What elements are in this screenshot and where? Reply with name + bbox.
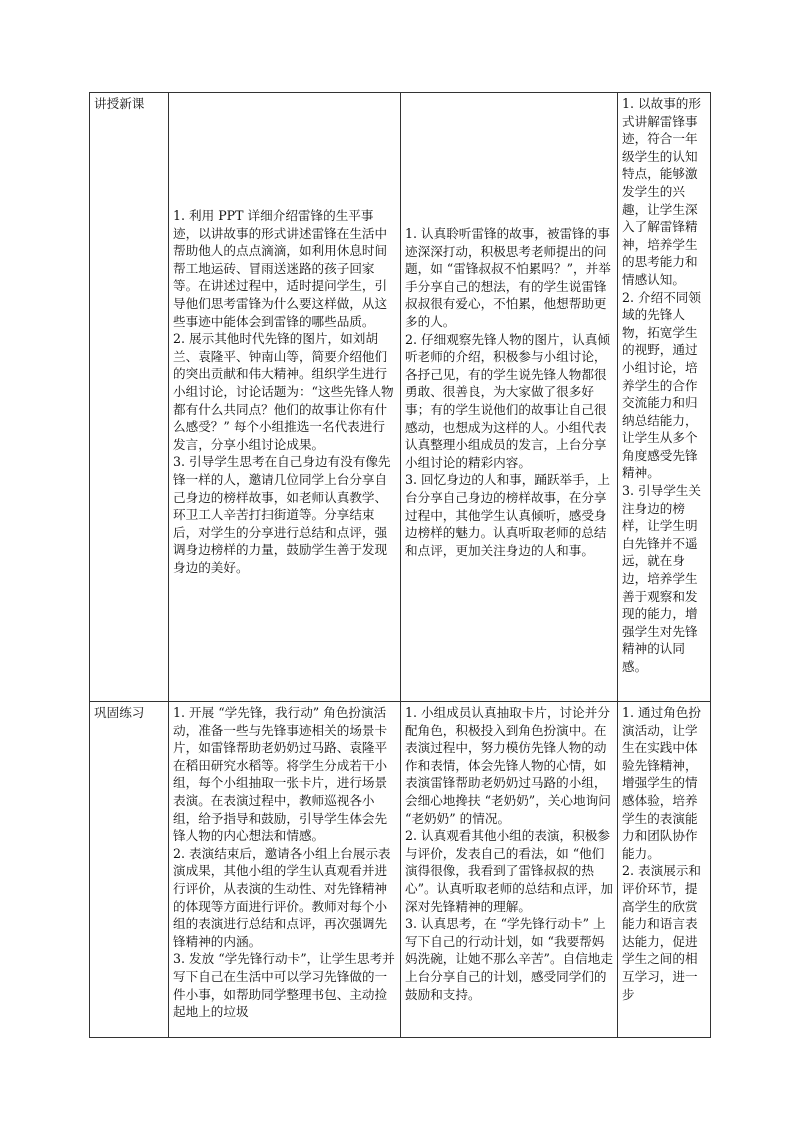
teacher-step-3: 3. 发放 “学先锋行动卡”，让学生思考并写下自己在生活中可以学习先锋做的一件小事，如帮助同学整理书包、主动捡起地上的垃圾 (173, 951, 395, 1020)
student-step-2: 2. 认真观看其他小组的表演，积极参与评价，发表自己的看法，如 “他们演得很像，我看到了雷锋叔叔的热心”。认真听取老师的总结和点评，加深对先锋精神的理解。 (405, 828, 613, 914)
teacher-step-1: 1. 利用 PPT 详细介绍雷锋的生平事迹，以讲故事的形式讲述雷锋在生活中帮助他人的点点滴滴，如利用休息时间帮工地运砖、冒雨送迷路的孩子回家等。在讲述过程中，适时提问学生，引导他们思考雷锋为什么要这样做，从这些事迹中能体会到雷锋的哪些品质。 (173, 208, 388, 329)
student-step-1: 1. 认真聆听雷锋的故事，被雷锋的事迹深深打动，积极思考老师提出的问题，如 “雷锋叔叔不怕累吗？”，并举手分享自己的想法，有的学生说雷锋叔叔很有爱心，不怕累，他想帮助更多的人。 (405, 226, 611, 329)
teacher-activity-cell (169, 702, 401, 1038)
design-intent-cell (618, 702, 711, 1038)
student-activity-cell (401, 93, 618, 702)
intent-2: 2. 表演展示和评价环节，提高学生的欣赏能力和语言表达能力，促进学生之间的相互学习，进一步 (622, 863, 701, 1002)
intent-1: 1. 通过角色扮演活动，让学生在实践中体验先锋精神，增强学生的情感体验，培养学生的表演能力和团队协作能力。 (622, 705, 701, 861)
student-activity-cell (401, 702, 618, 1038)
student-step-3: 3. 认真思考，在 “学先锋行动卡” 上写下自己的行动计划，如 “我要帮妈妈洗碗，让她不那么辛苦”。自信地走上台分享自己的计划，感受同学们的鼓励和支持。 (405, 916, 613, 1002)
section-label: 巩固练习 (94, 705, 145, 720)
table-row-new-lesson (90, 93, 711, 702)
student-step-2: 2. 仔细观察先锋人物的图片，认真倾听老师的介绍，积极参与小组讨论，各抒己见，有的学生说先锋人物都很勇敢、很善良，为大家做了很多好事；有的学生说他们的故事让自己很感动，也想成为这样的人。小组代表认真整理小组成员的发言，上台分享小组讨论的精彩内容。 (405, 331, 610, 470)
student-step-3: 3. 回忆身边的人和事，踊跃举手，上台分享自己身边的榜样故事，在分享过程中，其他学生认真倾听，感受身边榜样的魅力。认真听取老师的总结和点评，更加关注身边的人和事。 (405, 472, 610, 558)
student-step-1: 1. 小组成员认真抽取卡片，讨论并分配角色，积极投入到角色扮演中。在表演过程中，努力模仿先锋人物的动作和表情，体会先锋人物的心情，如表演雷锋帮助老奶奶过马路的小组，会细心地搀扶 “老奶奶”，关心地询问 “老奶奶” 的情况。 (405, 705, 611, 826)
cell-spacer (173, 95, 396, 207)
teacher-step-3: 3. 引导学生思考在自己身边有没有像先锋一样的人，邀请几位同学上台分享自己身边的榜样故事，如老师认真教学、环卫工人辛苦打扫街道等。分享结束后，对学生的分享进行总结和点评，强调身边榜样的力量，鼓励学生善于发现身边的美好。 (173, 454, 391, 575)
section-label: 讲授新课 (94, 96, 145, 111)
lesson-plan-table (89, 92, 711, 1038)
cell-spacer (405, 95, 613, 225)
table-row-practice (90, 702, 711, 1038)
design-intent-cell (618, 93, 711, 702)
teacher-step-2: 2. 展示其他时代先锋的图片，如刘胡兰、袁隆平、钟南山等，简要介绍他们的突出贡献和伟大精神。组织学生进行小组讨论，讨论话题为：“这些先锋人物都有什么共同点？他们的故事让你有什么感受？” 每个小组推选一名代表进行发言，分享小组讨论成果。 (173, 331, 394, 452)
section-cell (90, 93, 169, 702)
teacher-step-1: 1. 开展 “学先锋，我行动” 角色扮演活动，准备一些与先锋事迹相关的场景卡片，如雷锋帮助老奶奶过马路、袁隆平在稻田研究水稻等。将学生分成若干小组，每个小组抽取一张卡片，进行场景表演。在表演过程中，教师巡视各小组，给予指导和鼓励，引导学生体会先锋人物的内心想法和情感。 (173, 705, 388, 844)
teacher-step-2: 2. 表演结束后，邀请各小组上台展示表演成果，其他小组的学生认真观看并进行评价，从表演的生动性、对先锋精神的体现等方面进行评价。教师对每个小组的表演进行总结和点评，再次强调先锋精神的内涵。 (173, 845, 391, 949)
section-cell (90, 702, 169, 1038)
intent-2: 2. 介绍不同领域的先锋人物，拓宽学生的视野，通过小组讨论，培养学生的合作交流能力和归纳总结能力，让学生从多个角度感受先锋精神。 (622, 289, 701, 481)
teacher-activity-cell (169, 93, 401, 702)
intent-1: 1. 以故事的形式讲解雷锋事迹，符合一年级学生的认知特点，能够激发学生的兴趣，让学生深入了解雷锋精神，培养学生的思考能力和情感认知。 (622, 96, 701, 287)
intent-3: 3. 引导学生关注身边的榜样，让学生明白先锋并不遥远，就在身边，培养学生善于观察和发现的能力，增强学生对先锋精神的认同感。 (622, 483, 701, 674)
